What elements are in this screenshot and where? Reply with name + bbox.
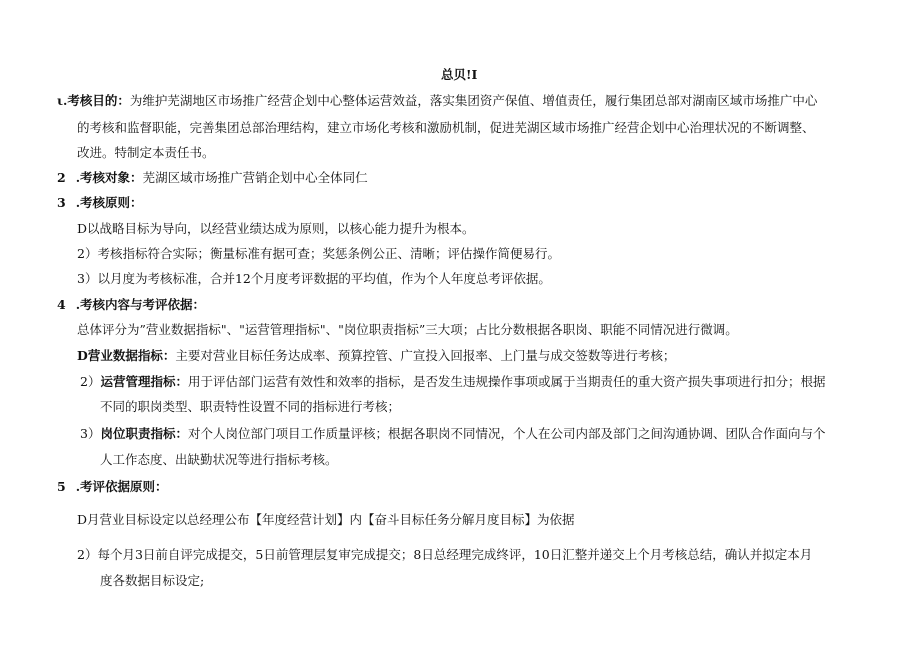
section-1-number: ι. [57, 93, 68, 108]
section-4-item-3-text-line-2: 人工作态度、出缺勤状况等进行指标考核。 [100, 452, 338, 467]
section-2-heading: .考核对象： [75, 170, 143, 185]
section-4-item-2-text-line-1: 用于评估部门运营有效性和效率的指标，是否发生违规操作事项或属于当期责任的重大资产损失事项进行扣分；根据 [187, 374, 826, 389]
section-5-heading: .考评依据原则： [75, 479, 168, 494]
page-title: 总贝!I [441, 67, 478, 82]
section-5-number: 5 [57, 479, 66, 494]
section-4-item-2-text-line-2: 不同的职岗类型、职责特性设置不同的指标进行考核； [100, 399, 401, 414]
section-4-heading-line [57, 297, 205, 313]
section-2-line [57, 170, 368, 186]
section-3-item-1: D以战略目标为导向，以经营业绩达成为原则，以核心能力提升为根本。 [77, 221, 475, 236]
section-3-item-2: 2）考核指标符合实际；衡量标准有据可查；奖惩条例公正、清晰；评估操作简便易行。 [77, 246, 560, 261]
section-4-number: 4 [57, 297, 66, 312]
section-3-item-3: 3）以月度为考核标准，合并12个月度考评数据的平均值，作为个人年度总考评依据。 [77, 271, 551, 286]
section-1-text-line-3: 改进。特制定本责任书。 [77, 145, 215, 160]
section-3-heading: .考核原则： [75, 195, 143, 210]
section-4-item-2-label: 运营管理指标： [100, 374, 188, 389]
section-4-item-1-label: D营业数据指标： [77, 348, 176, 363]
section-1-heading-line [57, 93, 817, 109]
section-2-text: 芜湖区域市场推广营销企划中心全体同仁 [142, 170, 368, 185]
section-4-intro: 总体评分为”营业数据指标"、"运营管理指标"、"岗位职责指标”三大项；占比分数根据各职岗、职能不同情况进行微调。 [77, 322, 738, 337]
section-3-number: 3 [57, 195, 66, 210]
section-4-item-1 [77, 348, 675, 364]
section-1-heading: 考核目的： [67, 93, 130, 108]
section-5-heading-line [57, 479, 168, 495]
section-1-text-line-2: 的考核和监督职能，完善集团总部治理结构，建立市场化考核和激励机制，促进芜湖区域市场推广经营企划中心治理状况的不断调整、 [77, 120, 815, 135]
section-4-heading: .考核内容与考评依据： [75, 297, 206, 312]
section-4-item-3 [80, 426, 825, 442]
section-5-item-1: D月营业目标设定以总经理公布【年度经营计划】内【奋斗目标任务分解月度目标】为依据 [77, 512, 575, 527]
section-5-item-2-line-1: 2）每个月3日前自评完成提交，5日前管理层复审完成提交；8日总经理完成终评，10日汇整并递交上个月考核总结，确认并拟定本月 [77, 547, 813, 562]
section-4-item-3-label: 岗位职责指标： [100, 426, 188, 441]
section-4-item-3-text-line-1: 对个人岗位部门项目工作质量评核；根据各职岗不同情况，个人在公司内部及部门之间沟通协调、团队合作面向与个 [187, 426, 826, 441]
section-4-item-2-number: 2） [80, 374, 101, 389]
section-2-number: 2 [57, 170, 66, 185]
section-4-item-1-text: 主要对营业目标任务达成率、预算控管、广宣投入回报率、上门量与成交签数等进行考核； [175, 348, 676, 363]
section-1-text-line-1: 为维护芜湖地区市场推广经营企划中心整体运营效益，落实集团资产保值、增值责任，履行集团总部对湖南区域市场推广中心 [129, 93, 818, 108]
section-4-item-3-number: 3） [80, 426, 101, 441]
section-4-item-2 [80, 374, 825, 390]
section-3-heading-line [57, 195, 143, 211]
section-5-item-2-line-2: 度各数据目标设定; [100, 573, 205, 588]
